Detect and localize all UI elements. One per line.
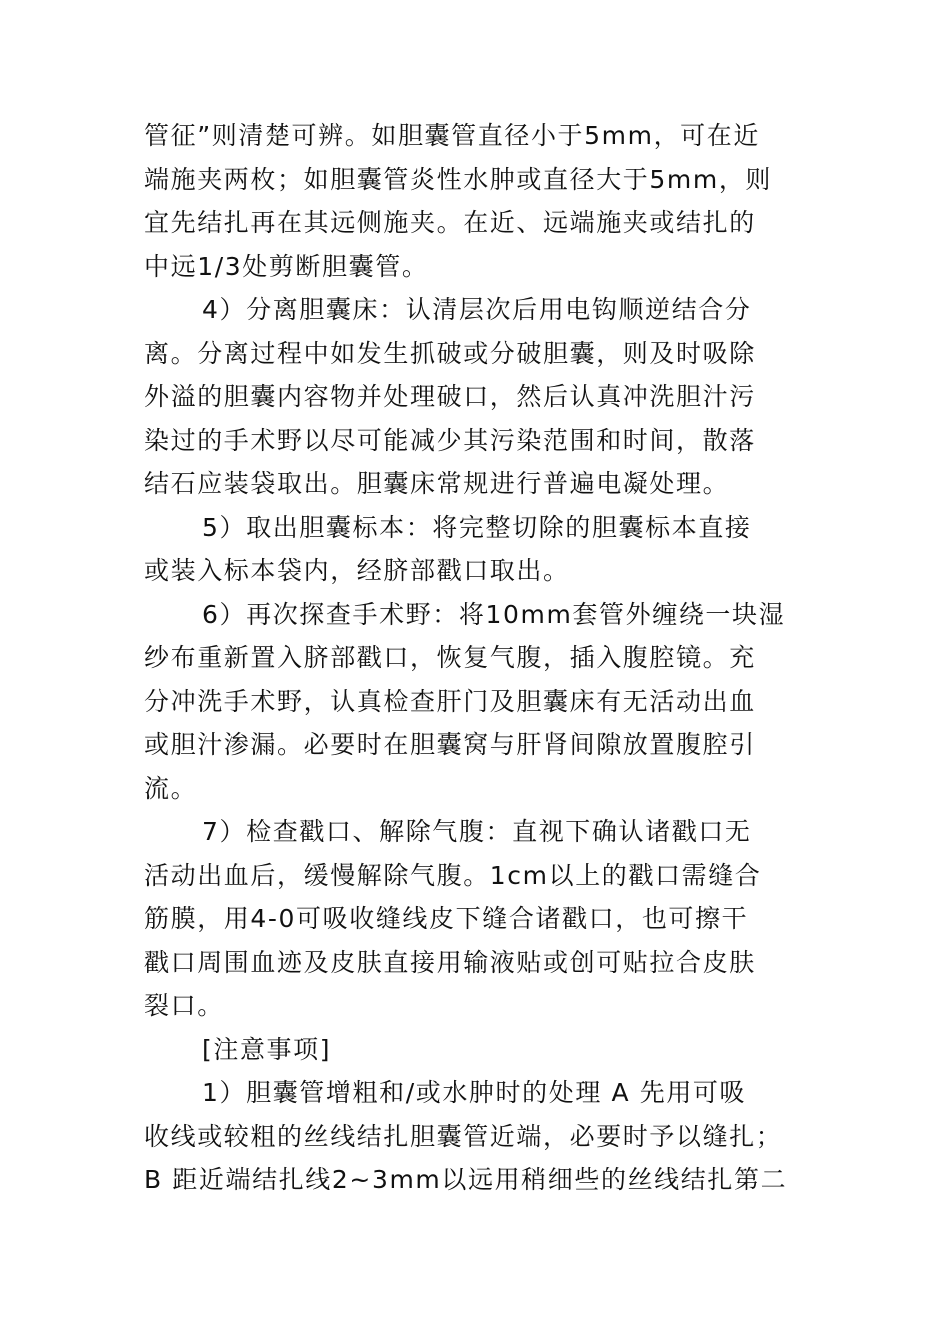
text-line: 离。分离过程中如发生抓破或分破胆囊，则及时吸除 <box>144 338 756 368</box>
text-line: 纱布重新置入脐部戳口，恢复气腹，插入腹腔镜。充 <box>144 643 756 672</box>
text-line: 筋膜，用4-0可吸收缝线皮下缝合诸戳口，也可擦干 <box>144 904 749 933</box>
text-line: 结石应装袋取出。胆囊床常规进行普遍电凝处理。 <box>144 469 730 498</box>
document-body <box>144 114 814 1202</box>
text-line: 7）检查戳口、解除气腹：直视下确认诸戳口无 <box>202 817 752 846</box>
text-line: 管征”则清楚可辨。如胆囊管直径小于5mm，可在近 <box>144 121 760 150</box>
text-line: 1）胆囊管增粗和/或水肿时的处理 A 先用可吸 <box>202 1078 747 1107</box>
text-line: 或胆汁渗漏。必要时在胆囊窝与肝肾间隙放置腹腔引 <box>144 730 756 759</box>
text-line: 裂口。 <box>144 991 224 1020</box>
text-line: 染过的手术野以尽可能减少其污染范围和时间，散落 <box>144 425 756 455</box>
text-line: 或装入标本袋内，经脐部戳口取出。 <box>144 556 570 585</box>
text-line: 戳口周围血迹及皮肤直接用输液贴或创可贴拉合皮肤 <box>144 947 756 977</box>
text-line: B 距近端结扎线2~3mm以远用稍细些的丝线结扎第二 <box>144 1165 788 1194</box>
text-line: 4）分离胆囊床：认清层次后用电钩顺逆结合分 <box>202 295 752 324</box>
text-line: 宜先结扎再在其远侧施夹。在近、远端施夹或结扎的 <box>144 208 756 237</box>
text-line: [注意事项] <box>202 1034 332 1064</box>
text-line: 6）再次探查手术野：将10mm套管外缠绕一块湿 <box>202 599 786 629</box>
text-line: 外溢的胆囊内容物并处理破口，然后认真冲洗胆汁污 <box>144 382 756 411</box>
text-line: 端施夹两枚；如胆囊管炎性水肿或直径大于5mm，则 <box>144 164 773 194</box>
text-line: 分冲洗手术野，认真检查肝门及胆囊床有无活动出血 <box>144 686 756 716</box>
text-line: 流。 <box>144 773 198 803</box>
text-line: 活动出血后，缓慢解除气腹。1cm以上的戳口需缝合 <box>144 860 762 890</box>
text-line: 5）取出胆囊标本：将完整切除的胆囊标本直接 <box>202 512 752 542</box>
text-line: 收线或较粗的丝线结扎胆囊管近端，必要时予以缝扎； <box>144 1121 783 1151</box>
text-line: 中远1/3处剪断胆囊管。 <box>144 251 429 281</box>
